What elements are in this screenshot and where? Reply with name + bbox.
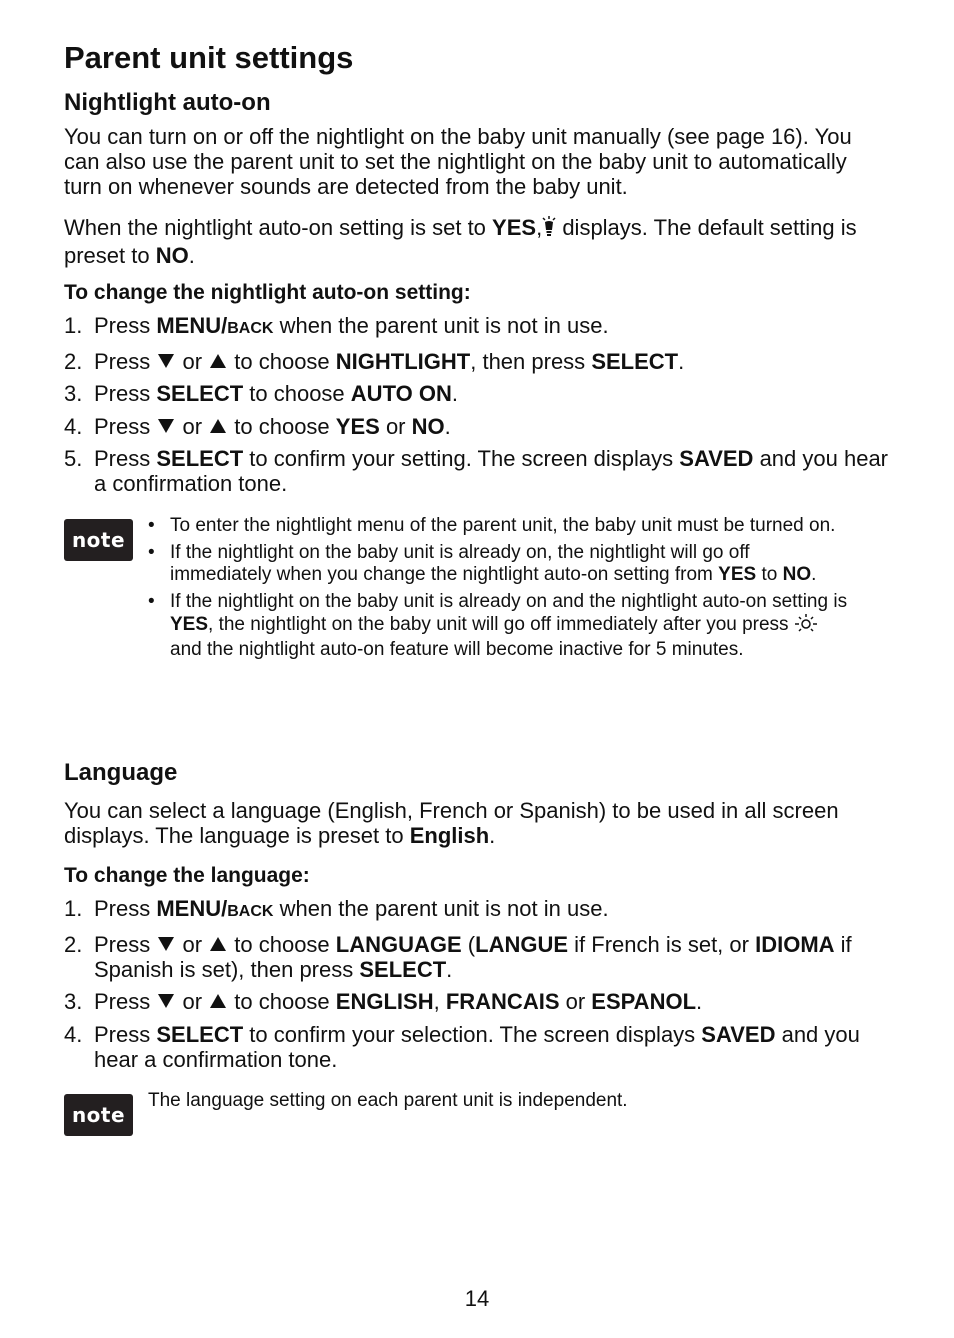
- language-intro: You can select a language (English, French or Spanish) to be used in all screen displays. The language is preset to English.: [64, 798, 839, 848]
- up-arrow-icon: [210, 419, 226, 433]
- list-item: 4. Press SELECT to confirm your selection. The screen displays SAVED and you hear a confirmation tone.: [64, 1021, 860, 1072]
- nightlight-default-text: When the nightlight auto-on setting is set to YES, displays. The default setting is preset to NO.: [64, 215, 857, 268]
- list-item: 1. Press MENU/BACK when the parent unit is not in use.: [64, 313, 609, 338]
- up-arrow-icon: [210, 937, 226, 951]
- list-item: 5. Press SELECT to confirm your setting. The screen displays SAVED and you hear a confirmation tone.: [64, 446, 888, 496]
- page-title: Parent unit settings: [64, 40, 354, 75]
- down-arrow-icon: [158, 419, 174, 433]
- nightlight-notes: [148, 515, 848, 666]
- language-note: The language setting on each parent unit is independent.: [148, 1090, 628, 1111]
- language-steps: [64, 896, 890, 1079]
- nightlight-sun-icon: [794, 613, 818, 639]
- note-badge: note: [64, 1094, 133, 1136]
- down-arrow-icon: [158, 354, 174, 368]
- up-arrow-icon: [210, 354, 226, 368]
- list-item: 3. Press SELECT to choose AUTO ON.: [64, 381, 458, 406]
- note-badge: note: [64, 519, 133, 561]
- nightlight-bulb-icon: [542, 216, 556, 243]
- up-arrow-icon: [210, 994, 226, 1008]
- note-item: • To enter the nightlight menu of the parent unit, the baby unit must be turned on.: [148, 515, 836, 536]
- nightlight-heading: Nightlight auto-on: [64, 89, 271, 116]
- down-arrow-icon: [158, 937, 174, 951]
- nightlight-steps: [64, 313, 890, 504]
- language-procedure-heading: To change the language:: [64, 864, 310, 887]
- list-item: 4. Press or to choose YES or NO.: [64, 413, 451, 439]
- nightlight-procedure-heading: To change the nightlight auto-on setting:: [64, 281, 471, 304]
- page-number: 14: [464, 1286, 490, 1311]
- nightlight-intro: You can turn on or off the nightlight on the baby unit manually (see page 16). You can also use the parent unit to set the nightlight on the baby unit to automatically turn on whenever sounds are detected from the baby unit.: [64, 124, 852, 199]
- list-item: 2. Press or to choose LANGUAGE (LANGUE if French is set, or IDIOMA if Spanish is set), then press SELECT.: [64, 931, 852, 982]
- down-arrow-icon: [158, 994, 174, 1008]
- note-item: • If the nightlight on the baby unit is already on, the nightlight will go off immediately when you change the nightlight auto-on setting from YES to NO.: [148, 542, 817, 585]
- language-heading: Language: [64, 759, 178, 786]
- list-item: 2. Press or to choose NIGHTLIGHT, then press SELECT.: [64, 348, 685, 374]
- note-item: • If the nightlight on the baby unit is already on and the nightlight auto-on setting is YES, the nightlight on the baby unit will go off immediately after you press and the nightlight auto-on feature will become inactive for 5 minutes.: [148, 591, 848, 660]
- list-item: 3. Press or to choose ENGLISH, FRANCAIS or ESPANOL.: [64, 989, 703, 1014]
- list-item: 1. Press MENU/BACK when the parent unit is not in use.: [64, 896, 609, 921]
